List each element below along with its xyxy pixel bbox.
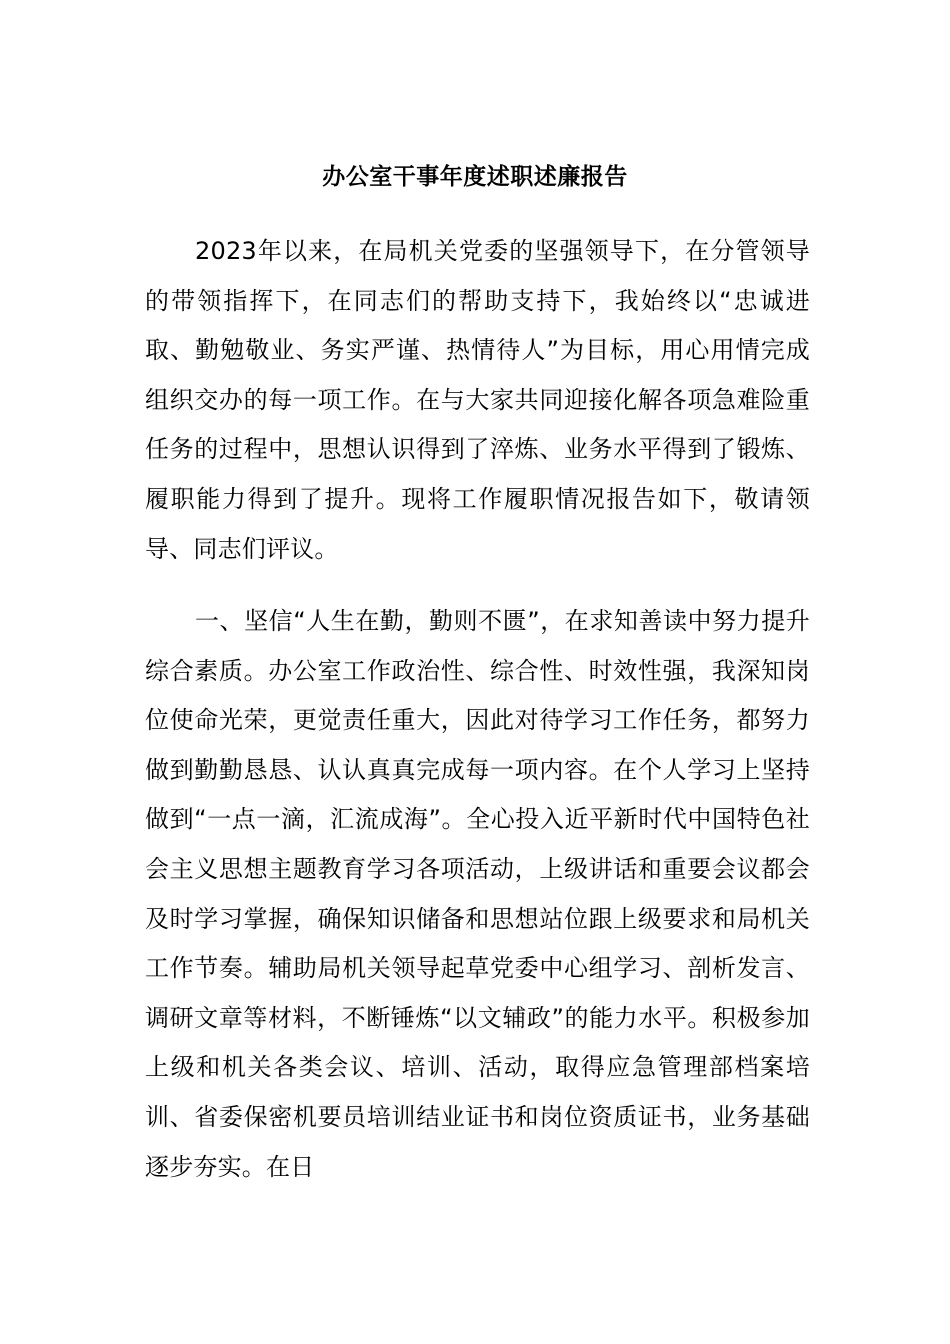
document-title: 办公室干事年度述职述廉报告 <box>322 164 628 190</box>
paragraph-intro: 2023年以来，在局机关党委的坚强领导下，在分管领导的带领指挥下，在同志们的帮助支持下，我始终以“忠诚进取、勤勉敬业、务实严谨、热情待人”为目标，用心用情完成组织交办的每一项工作。在与大家共同迎接化解各项急难险重任务的过程中，思想认识得到了淬炼、业务水平得到了锻炼、履职能力得到了提升。现将工作履职情况报告如下，敬请领导、同志们评议。 <box>145 237 810 563</box>
paragraph-section-one: 一、坚信“人生在勤，勤则不匮”，在求知善读中努力提升综合素质。办公室工作政治性、综合性、时效性强，我深知岗位使命光荣，更觉责任重大，因此对待学习工作任务，都努力做到勤勤恳恳、认认真真完成每一项内容。在个人学习上坚持做到“一点一滴，汇流成海”。全心投入近平新时代中国特色社会主义思想主题教育学习各项活动，上级讲话和重要会议都会及时学习掌握，确保知识储备和思想站位跟上级要求和局机关工作节奏。辅助局机关领导起草党委中心组学习、剖析发言、调研文章等材料，不断锤炼“以文辅政”的能力水平。积极参加上级和机关各类会议、培训、活动，取得应急管理部档案培训、省委保密机要员培训结业证书和岗位资质证书，业务基础逐步夯实。在日 <box>145 607 810 1181</box>
